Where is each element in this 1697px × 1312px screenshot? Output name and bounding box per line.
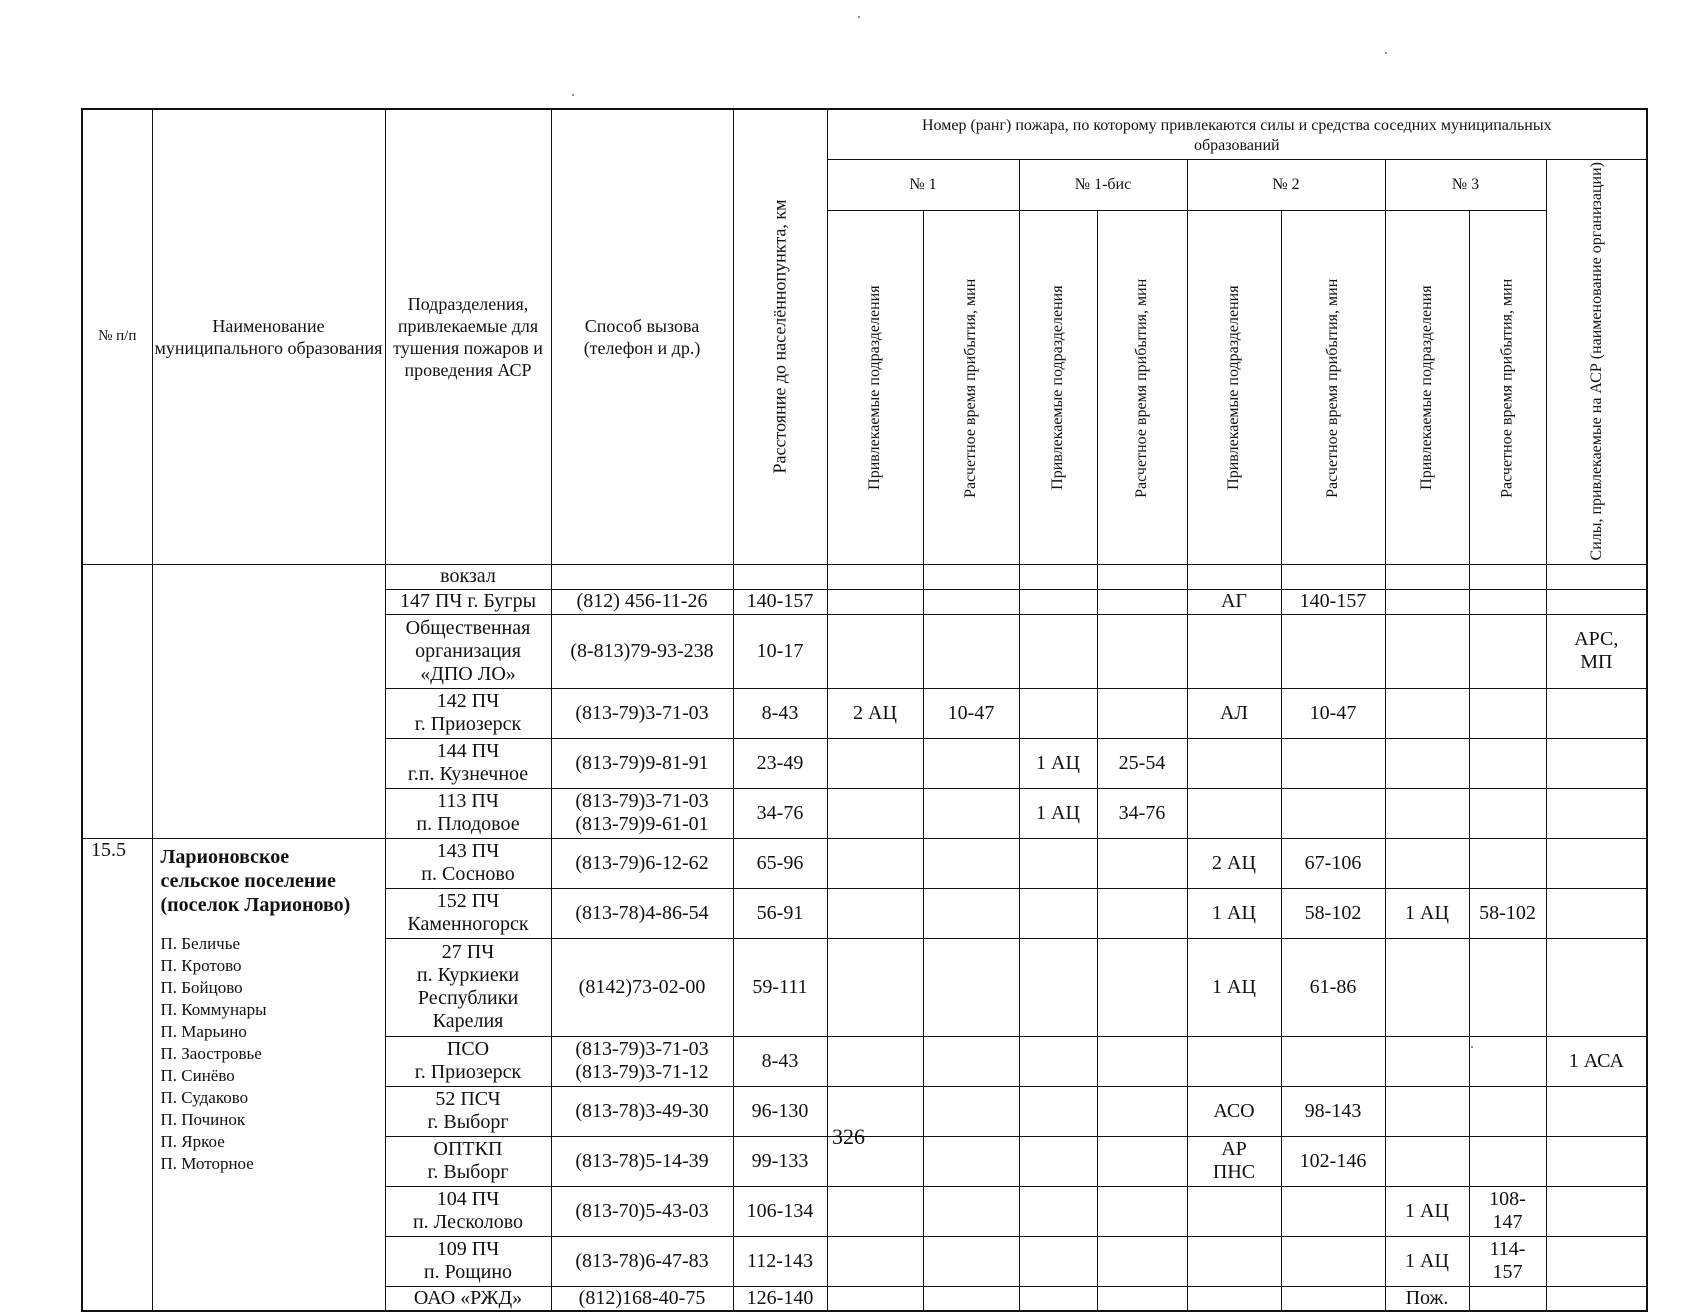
distance-cell: 96-130: [733, 1086, 827, 1136]
unit-cell-line: 143 ПЧ: [436, 840, 500, 863]
rank1-time-cell: [923, 1286, 1019, 1311]
unit-cell-line: Карелия: [432, 1010, 504, 1033]
rank1bis-time-cell: [1097, 688, 1187, 738]
header-r3-units: Привлекаемые подразделения: [1385, 211, 1469, 565]
distance-cell: 8-43: [733, 688, 827, 738]
scan-speck: [572, 94, 574, 96]
unit-cell-line: организация: [415, 639, 521, 662]
phone-cell: [551, 688, 733, 738]
unit-cell-line: п. Лесколово: [412, 1211, 524, 1234]
rank1-units-cell: [827, 1186, 923, 1236]
rank1bis-units-cell: [1019, 688, 1097, 738]
asr-cell: [1546, 1236, 1647, 1286]
rank3-units-cell: [1385, 614, 1469, 688]
header-rank-1bis: № 1-бис: [1019, 159, 1187, 211]
rank3-time-cell: [1469, 1286, 1546, 1311]
asr-cell-line: АРС,: [1574, 628, 1619, 651]
rank1bis-time-cell: [1097, 589, 1187, 614]
rank2-units-cell: [1187, 688, 1281, 738]
village-item: П. Заостровье: [160, 1043, 262, 1063]
unit-cell-line: ОАО «РЖД»: [413, 1287, 523, 1310]
rank2-time-cell: [1281, 788, 1385, 838]
header-distance: Расстояние до населённопункта, км: [733, 109, 827, 564]
phone-cell-line: (813-79)3-71-03: [575, 1038, 709, 1061]
rank3-units-cell: [1385, 564, 1469, 589]
municipality-number: 15.5: [82, 838, 152, 1311]
rank2-units-cell: [1187, 1036, 1281, 1086]
rank2-units-cell: [1187, 788, 1281, 838]
rank2-units-cell: [1187, 1236, 1281, 1286]
header-r2-units: Привлекаемые подразделения: [1187, 211, 1281, 565]
unit-cell: [385, 614, 551, 688]
rank3-units-cell: 1 АЦ: [1385, 888, 1469, 938]
unit-cell-line: 152 ПЧ: [436, 890, 500, 913]
phone-cell: [551, 1036, 733, 1086]
rank1bis-units-cell: [1019, 838, 1097, 888]
rank1bis-time-cell: [1097, 614, 1187, 688]
rank2-units-cell-line: 2 АЦ: [1212, 851, 1256, 874]
rank3-time-cell-line: 114-: [1489, 1238, 1526, 1261]
rank2-units-cell-line: АЛ: [1219, 701, 1248, 724]
asr-cell: [1546, 564, 1647, 589]
rank3-time-cell: [1469, 1036, 1546, 1086]
rank1bis-units-cell: [1019, 614, 1097, 688]
unit-cell-line: «ДПО ЛО»: [420, 662, 516, 685]
unit-cell-line: 52 ПСЧ: [435, 1088, 501, 1111]
unit-cell: [385, 564, 551, 589]
rank1-units-cell: [827, 888, 923, 938]
village-item: П. Яркое: [160, 1131, 225, 1151]
header-asr: Силы, привлекаемые на АСР (наименование организации): [1546, 159, 1647, 564]
rank1-units-cell: [827, 788, 923, 838]
table-row: [82, 564, 1647, 589]
header-fire-rank-title: Номер (ранг) пожара, по которому привлекаются силы и средства соседних муниципальных образований: [827, 109, 1647, 159]
phone-cell: [551, 589, 733, 614]
unit-cell-line: п. Куркиеки: [416, 964, 520, 987]
rank3-units-cell: Пож.: [1385, 1286, 1469, 1311]
phone-cell-line: (8-813)79-93-238: [570, 639, 714, 662]
rank3-time-cell-line: 58-102: [1479, 901, 1536, 924]
rank1bis-units-cell: 1 АЦ: [1019, 788, 1097, 838]
rank1bis-time-cell: [1097, 564, 1187, 589]
header-r3-time: Расчетное время прибытия, мин: [1469, 211, 1546, 565]
rank2-time-cell: 98-143: [1281, 1086, 1385, 1136]
scan-speck: [858, 16, 860, 18]
unit-cell-line: 27 ПЧ: [441, 941, 495, 964]
unit-cell-line: г.п. Кузнечное: [407, 763, 529, 786]
phone-cell-line: (813-79)9-81-91: [575, 751, 709, 774]
rank3-units-cell: [1385, 738, 1469, 788]
distance-cell: 99-133: [733, 1136, 827, 1186]
village-item: П. Коммунары: [160, 999, 267, 1019]
unit-cell-line: Каменногорск: [407, 913, 529, 936]
rank2-units-cell: [1187, 838, 1281, 888]
rank1-time-cell: [923, 564, 1019, 589]
asr-cell: [1546, 838, 1647, 888]
unit-cell-line: г. Выборг: [427, 1111, 509, 1134]
rank1-units-cell: [827, 838, 923, 888]
phone-cell-line: (813-79)3-71-12: [575, 1061, 709, 1084]
rank2-time-cell: 10-47: [1281, 688, 1385, 738]
scan-speck: [1385, 52, 1387, 54]
asr-cell: [1546, 1186, 1647, 1236]
unit-cell-line: Общественная: [405, 616, 531, 639]
asr-cell: [1546, 788, 1647, 838]
rank3-time-cell: [1469, 614, 1546, 688]
unit-cell-line: 144 ПЧ: [436, 740, 500, 763]
rank1bis-time-cell: [1097, 1036, 1187, 1086]
phone-cell: [551, 938, 733, 1036]
village-item: П. Моторное: [160, 1153, 254, 1173]
village-item: П. Синёво: [160, 1065, 235, 1085]
phone-cell: [551, 564, 733, 589]
rank2-time-cell: 140-157: [1281, 589, 1385, 614]
rank1-time-cell: [923, 614, 1019, 688]
asr-cell: [1546, 1286, 1647, 1311]
rank1bis-units-cell: [1019, 564, 1097, 589]
rank3-time-cell: [1469, 1186, 1546, 1236]
rank2-units-cell: [1187, 589, 1281, 614]
rank1-units-cell: [827, 738, 923, 788]
rank1-units-cell: [827, 1236, 923, 1286]
rank3-units-cell: [1385, 589, 1469, 614]
distance-cell: 65-96: [733, 838, 827, 888]
rank2-time-cell: [1281, 738, 1385, 788]
phone-cell: [551, 788, 733, 838]
rank1bis-time-cell: [1097, 838, 1187, 888]
rank1bis-units-cell: 1 АЦ: [1019, 738, 1097, 788]
unit-cell: [385, 838, 551, 888]
unit-cell: [385, 1286, 551, 1311]
rank3-units-cell: 1 АЦ: [1385, 1236, 1469, 1286]
rank1bis-time-cell: [1097, 1286, 1187, 1311]
rank3-time-cell: [1469, 738, 1546, 788]
phone-cell-line: (813-78)3-49-30: [575, 1099, 709, 1122]
header-r1-time: Расчетное время прибытия, мин: [923, 211, 1019, 565]
distance-cell: 140-157: [733, 589, 827, 614]
rank2-time-cell: [1281, 1286, 1385, 1311]
rank1bis-units-cell: [1019, 1186, 1097, 1236]
rank3-units-cell: [1385, 788, 1469, 838]
distance-cell: 106-134: [733, 1186, 827, 1236]
rank1-time-cell: 10-47: [923, 688, 1019, 738]
unit-cell-line: Республики: [417, 987, 519, 1010]
asr-cell-line: 1 АСА: [1568, 1049, 1624, 1072]
rank2-units-cell: [1187, 1286, 1281, 1311]
rank2-time-cell: [1281, 614, 1385, 688]
rank2-units-cell: [1187, 614, 1281, 688]
rank3-units-cell: [1385, 838, 1469, 888]
unit-cell: [385, 738, 551, 788]
unit-cell-line: г. Выборг: [427, 1161, 509, 1184]
rank2-time-cell: 58-102: [1281, 888, 1385, 938]
asr-cell: [1546, 688, 1647, 738]
distance-cell: [733, 564, 827, 589]
unit-cell-line: ОПТКП: [433, 1138, 503, 1161]
phone-cell-line: (812) 456-11-26: [576, 590, 708, 613]
scan-speck: [1471, 1046, 1473, 1048]
header-call-method: Способ вызова (телефон и др.): [551, 109, 733, 564]
rank1bis-units-cell: [1019, 888, 1097, 938]
rank3-units-cell: [1385, 688, 1469, 738]
rank1bis-time-cell: 25-54: [1097, 738, 1187, 788]
header-municipality: Наименование муниципального образования: [152, 109, 385, 564]
rank3-time-cell-line: 147: [1492, 1211, 1523, 1234]
rank2-units-cell: [1187, 738, 1281, 788]
unit-cell: [385, 589, 551, 614]
rank2-units-cell: [1187, 1186, 1281, 1236]
header-num: № п/п: [82, 109, 152, 564]
rank2-time-cell: [1281, 564, 1385, 589]
rank1bis-units-cell: [1019, 1286, 1097, 1311]
header-rank-2: № 2: [1187, 159, 1385, 211]
municipality-title: [161, 845, 379, 917]
distance-cell: 59-111: [733, 938, 827, 1036]
unit-cell-line: п. Плодовое: [416, 813, 520, 836]
phone-cell: [551, 1236, 733, 1286]
rank2-time-cell: [1281, 1186, 1385, 1236]
unit-cell: [385, 688, 551, 738]
header-rank-1: № 1: [827, 159, 1019, 211]
prev-num-cell: [82, 564, 152, 838]
asr-cell: [1546, 589, 1647, 614]
rank1-time-cell: [923, 589, 1019, 614]
rank1-time-cell: [923, 838, 1019, 888]
rank1bis-time-cell: [1097, 1236, 1187, 1286]
unit-cell-line: 142 ПЧ: [436, 690, 500, 713]
rank2-units-cell-line: 1 АЦ: [1212, 975, 1256, 998]
rank2-units-cell: [1187, 564, 1281, 589]
phone-cell-line: (813-79)3-71-03: [575, 790, 709, 813]
rank3-time-cell-line: 157: [1492, 1261, 1523, 1284]
phone-cell: [551, 888, 733, 938]
rank1-time-cell: [923, 1186, 1019, 1236]
rank1-time-cell: [923, 788, 1019, 838]
header-r1-units: Привлекаемые подразделения: [827, 211, 923, 565]
asr-cell: [1546, 738, 1647, 788]
asr-cell: [1546, 614, 1647, 688]
village-item: П. Беличье: [160, 933, 241, 953]
unit-cell-line: 104 ПЧ: [436, 1188, 500, 1211]
rank2-time-cell: [1281, 1036, 1385, 1086]
rank1bis-units-cell: [1019, 589, 1097, 614]
unit-cell: [385, 1186, 551, 1236]
phone-cell: [551, 1286, 733, 1311]
rank3-units-cell: [1385, 1036, 1469, 1086]
rank2-units-cell-line: АР: [1221, 1138, 1247, 1161]
distance-cell: 23-49: [733, 738, 827, 788]
rank1bis-time-cell: [1097, 1186, 1187, 1236]
rank3-time-cell: [1469, 564, 1546, 589]
distance-cell: 8-43: [733, 1036, 827, 1086]
municipality-title-line: Ларионовское: [160, 845, 290, 868]
unit-cell-line: п. Сосново: [421, 863, 515, 886]
rank1-time-cell: [923, 888, 1019, 938]
rank1-time-cell: [923, 738, 1019, 788]
municipality-title-line: (поселок Ларионово): [160, 893, 351, 916]
village-item: П. Кротово: [160, 955, 242, 975]
village-item: П. Марьино: [160, 1021, 247, 1041]
phone-cell: [551, 838, 733, 888]
phone-cell-line: (813-79)3-71-03: [575, 701, 709, 724]
unit-cell-line: п. Рощино: [423, 1261, 513, 1284]
distance-cell: 126-140: [733, 1286, 827, 1311]
rank3-time-cell: [1469, 838, 1546, 888]
rank1-units-cell: [827, 938, 923, 1036]
asr-cell: [1546, 938, 1647, 1036]
phone-cell: [551, 1186, 733, 1236]
village-item: П. Починок: [160, 1109, 246, 1129]
asr-cell: [1546, 888, 1647, 938]
rank1-units-cell: [827, 589, 923, 614]
table-row: [82, 838, 1647, 888]
unit-cell: [385, 788, 551, 838]
phone-cell-line: (813-79)9-61-01: [575, 813, 709, 836]
header-r1bis-units: Привлекаемые подразделения: [1019, 211, 1097, 565]
phone-cell-line: (8142)73-02-00: [578, 975, 706, 998]
page-number: 326: [832, 1124, 865, 1149]
rank1bis-units-cell: [1019, 938, 1097, 1036]
asr-cell-line: МП: [1580, 651, 1613, 674]
header-r1bis-time: Расчетное время прибытия, мин: [1097, 211, 1187, 565]
rank2-time-cell: 61-86: [1281, 938, 1385, 1036]
rank1-time-cell: [923, 938, 1019, 1036]
rank1-units-cell: [827, 1036, 923, 1086]
phone-cell-line: (813-79)6-12-62: [575, 851, 709, 874]
rank1-units-cell: [827, 1286, 923, 1311]
rank2-units-cell-line: АСО: [1213, 1099, 1255, 1122]
unit-cell-line: 147 ПЧ г. Бугры: [399, 590, 536, 613]
municipality-title-line: сельское поселение: [160, 869, 336, 892]
unit-cell: [385, 1236, 551, 1286]
header-units: Подразделения, привлекаемые для тушения пожаров и проведения АСР: [385, 109, 551, 564]
phone-cell-line: (813-78)4-86-54: [575, 901, 709, 924]
rank2-units-cell: [1187, 938, 1281, 1036]
rank2-time-cell: [1281, 1236, 1385, 1286]
distance-cell: 112-143: [733, 1236, 827, 1286]
rank3-time-cell: [1469, 1236, 1546, 1286]
header-r2-time: Расчетное время прибытия, мин: [1281, 211, 1385, 565]
distance-cell: 34-76: [733, 788, 827, 838]
unit-cell-line: г. Приозерск: [414, 1061, 522, 1084]
municipality-cell: [152, 838, 385, 1311]
rank1-time-cell: [923, 1236, 1019, 1286]
phone-cell-line: (812)168-40-75: [578, 1287, 706, 1310]
unit-cell: [385, 938, 551, 1036]
unit-cell-line: 109 ПЧ: [436, 1238, 500, 1261]
rank3-units-cell: 1 АЦ: [1385, 1186, 1469, 1236]
rank3-time-cell: [1469, 938, 1546, 1036]
phone-cell: [551, 738, 733, 788]
rank2-time-cell: 67-106: [1281, 838, 1385, 888]
phone-cell-line: (813-78)6-47-83: [575, 1249, 709, 1272]
rank1-units-cell: 2 АЦ: [827, 688, 923, 738]
prev-municipality-cell: [152, 564, 385, 838]
header-rank-3: № 3: [1385, 159, 1546, 211]
rank1bis-units-cell: [1019, 1036, 1097, 1086]
rank3-time-cell: [1469, 888, 1546, 938]
rank2-units-cell-line: 1 АЦ: [1212, 901, 1256, 924]
rank1-time-cell: [923, 1036, 1019, 1086]
rank1bis-time-cell: [1097, 888, 1187, 938]
rank3-time-cell: [1469, 589, 1546, 614]
unit-cell-line: вокзал: [440, 565, 496, 588]
phone-cell: [551, 614, 733, 688]
rank1-units-cell: [827, 614, 923, 688]
rank1bis-time-cell: [1097, 938, 1187, 1036]
village-item: П. Судаково: [160, 1087, 249, 1107]
phone-cell-line: (813-78)5-14-39: [575, 1149, 709, 1172]
rank1bis-time-cell: 34-76: [1097, 788, 1187, 838]
rank1bis-units-cell: [1019, 1236, 1097, 1286]
rank1-units-cell: [827, 564, 923, 589]
unit-cell: [385, 888, 551, 938]
rank2-units-cell: [1187, 888, 1281, 938]
village-item: П. Бойцово: [160, 977, 243, 997]
rank2-time-cell: 102-146: [1281, 1136, 1385, 1186]
unit-cell: [385, 1036, 551, 1086]
distance-cell: 10-17: [733, 614, 827, 688]
rank2-units-cell-line: ПНС: [1212, 1161, 1256, 1184]
unit-cell-line: г. Приозерск: [414, 713, 522, 736]
asr-cell: [1546, 1036, 1647, 1086]
rank3-time-cell: [1469, 788, 1546, 838]
unit-cell-line: ПСО: [446, 1038, 490, 1061]
distance-cell: 56-91: [733, 888, 827, 938]
rank3-time-cell-line: 108-: [1489, 1188, 1526, 1211]
unit-cell-line: 113 ПЧ: [437, 790, 499, 813]
rank2-units-cell-line: АГ: [1220, 590, 1247, 613]
rank3-units-cell: [1385, 938, 1469, 1036]
phone-cell-line: (813-70)5-43-03: [575, 1199, 709, 1222]
rank3-time-cell: [1469, 688, 1546, 738]
